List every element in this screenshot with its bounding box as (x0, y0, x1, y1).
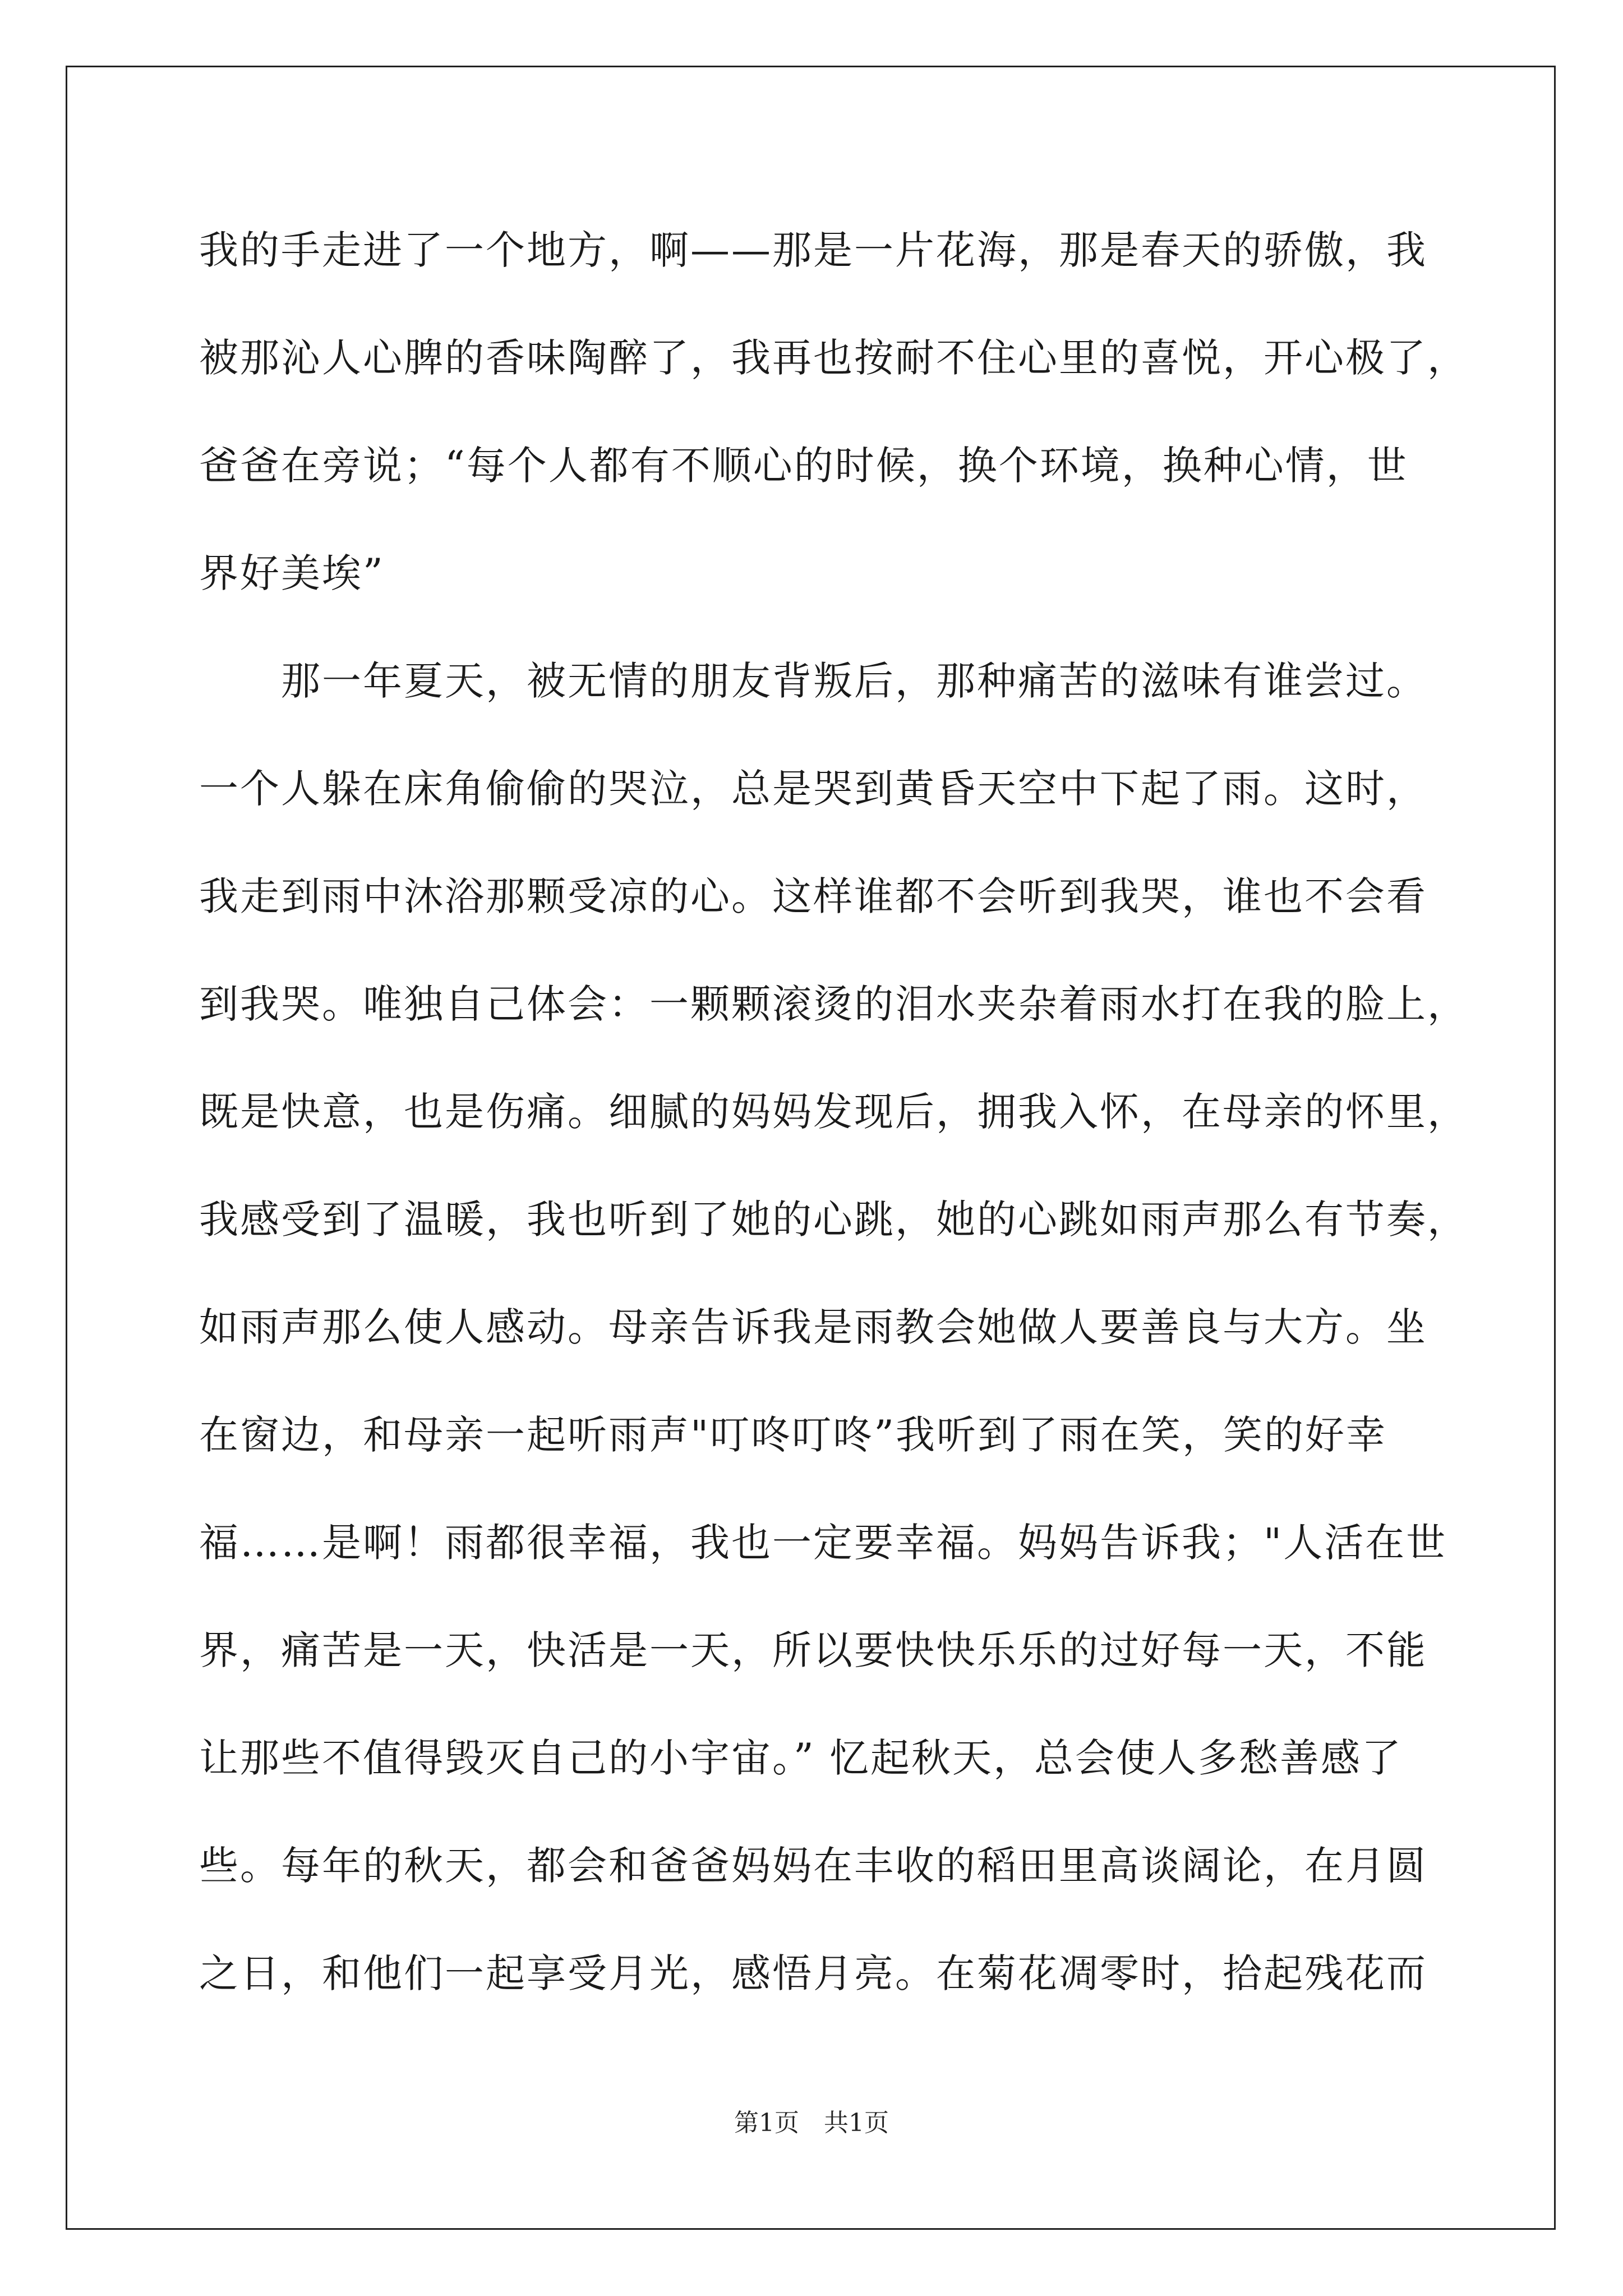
body-text-line-7: 我走到雨中沐浴那颗受凉的心。这样谁都不会听到我哭，谁也不会看 (199, 873, 1427, 919)
body-text-line-6: 一个人躲在床角偷偷的哭泣，总是哭到黄昏天空中下起了雨。这时， (199, 766, 1427, 812)
body-text-line-15: 让那些不值得毁灭自己的小宇宙。” 忆起秋天，总会使人多愁善感了 (199, 1735, 1403, 1781)
body-text-line-12: 在窗边，和母亲一起听雨声"叮咚叮咚”我听到了雨在笑，笑的好幸 (199, 1412, 1387, 1458)
page-border (66, 66, 1556, 2230)
page-number-footer: 第1页 共1页 (734, 2109, 889, 2137)
body-text-line-14: 界，痛苦是一天，快活是一天，所以要快快乐乐的过好每一天，不能 (199, 1627, 1427, 1673)
body-text-line-8: 到我哭。唯独自己体会：一颗颗滚烫的泪水夹杂着雨水打在我的脸上， (199, 981, 1468, 1027)
body-text-line-13: 福……是啊！雨都很幸福，我也一定要幸福。妈妈告诉我；"人活在世 (199, 1520, 1447, 1566)
body-text-line-5: 那一年夏天，被无情的朋友背叛后，那种痛苦的滋味有谁尝过。 (199, 658, 1427, 704)
body-text-line-11: 如雨声那么使人感动。母亲告诉我是雨教会她做人要善良与大方。坐 (199, 1304, 1427, 1350)
body-text-line-16: 些。每年的秋天，都会和爸爸妈妈在丰收的稻田里高谈阔论，在月圆 (199, 1843, 1427, 1889)
body-text-line-9: 既是快意，也是伤痛。细腻的妈妈发现后，拥我入怀，在母亲的怀里， (199, 1089, 1468, 1135)
body-text-line-10: 我感受到了温暖，我也听到了她的心跳，她的心跳如雨声那么有节奏， (199, 1197, 1468, 1243)
body-text-line-2: 被那沁人心脾的香味陶醉了，我再也按耐不住心里的喜悦，开心极了， (199, 335, 1468, 381)
body-text-line-1: 我的手走进了一个地方，啊——那是一片花海，那是春天的骄傲，我 (199, 227, 1427, 273)
body-text-line-4: 界好美埃” (199, 550, 385, 596)
body-text-line-17: 之日，和他们一起享受月光，感悟月亮。在菊花凋零时，拾起残花而 (199, 1950, 1427, 1996)
body-text-line-3: 爸爸在旁说；“每个人都有不顺心的时候，换个环境，换种心情，世 (199, 443, 1408, 489)
